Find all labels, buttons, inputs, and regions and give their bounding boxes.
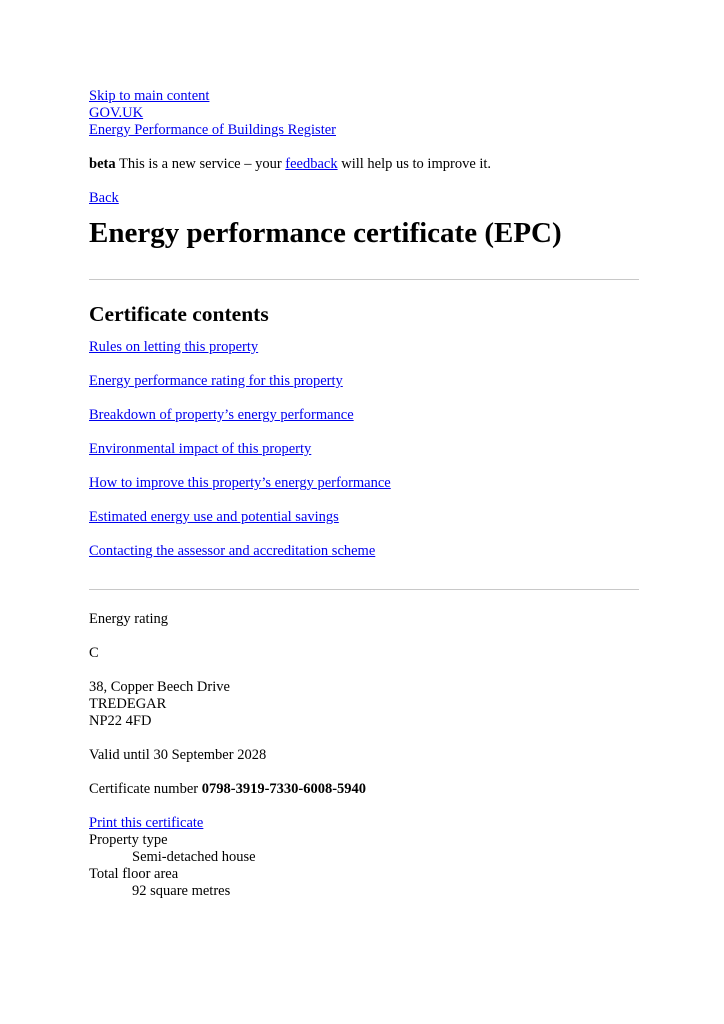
certificate-number: 0798-3919-7330-6008-5940 — [201, 781, 367, 797]
address-line-1: 38, Copper Beech Drive — [89, 679, 230, 695]
contents-link-energy-rating[interactable]: Energy performance rating for this property — [89, 373, 343, 389]
contents-link-how-to-improve[interactable]: How to improve this property’s energy performance — [89, 475, 391, 491]
property-type-label: Property type — [89, 832, 168, 848]
phase-banner — [89, 156, 639, 173]
feedback-link[interactable]: feedback — [285, 156, 338, 172]
phase-banner-text-after: will help us to improve it. — [341, 156, 492, 172]
floor-area-value: 92 square metres — [132, 883, 231, 899]
contents-heading: Certificate contents — [89, 302, 269, 326]
property-type-value: Semi-detached house — [132, 849, 256, 865]
govuk-home-link[interactable]: GOV.UK — [89, 105, 144, 121]
beta-tag: beta — [89, 156, 116, 172]
section-divider-top — [89, 279, 639, 280]
certificate-number-row — [89, 781, 639, 798]
contents-link-contacting-assessor[interactable]: Contacting the assessor and accreditation scheme — [89, 543, 376, 559]
page-title: Energy performance certificate (EPC) — [89, 217, 562, 249]
contents-list — [89, 339, 639, 560]
property-address — [89, 679, 639, 730]
certificate-number-label: Certificate number — [89, 781, 199, 797]
skip-to-main-content-link[interactable]: Skip to main content — [89, 88, 210, 104]
contents-link-breakdown[interactable]: Breakdown of property’s energy performance — [89, 407, 354, 423]
address-line-2: TREDEGAR — [89, 696, 167, 712]
address-line-3: NP22 4FD — [89, 713, 152, 729]
contents-link-environmental-impact[interactable]: Environmental impact of this property — [89, 441, 312, 457]
valid-until: Valid until 30 September 2028 — [89, 747, 267, 763]
section-divider-bottom — [89, 589, 639, 590]
floor-area-label: Total floor area — [89, 866, 179, 882]
contents-link-rules-on-letting[interactable]: Rules on letting this property — [89, 339, 259, 355]
back-link[interactable]: Back — [89, 190, 119, 206]
energy-rating-value: C — [89, 645, 99, 661]
phase-banner-text-before: This is a new service – your — [118, 156, 282, 172]
energy-rating-label: Energy rating — [89, 611, 169, 627]
property-details — [89, 832, 639, 900]
service-name-link[interactable]: Energy Performance of Buildings Register — [89, 122, 336, 138]
print-certificate-link[interactable]: Print this certificate — [89, 815, 204, 831]
contents-link-estimated-energy-use[interactable]: Estimated energy use and potential savings — [89, 509, 339, 525]
page-container — [89, 88, 639, 900]
